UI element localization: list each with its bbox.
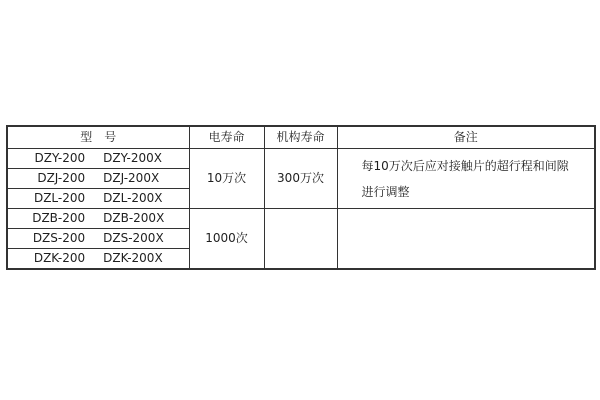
model-name: DZK-200 — [33, 251, 86, 266]
model-pair — [8, 171, 189, 185]
model-pair — [8, 191, 189, 205]
model-name: DZS-200 — [32, 231, 86, 246]
spec-table — [6, 125, 596, 270]
model-name-variant: DZS-200X — [103, 231, 164, 246]
header-row — [7, 126, 595, 149]
model-pair — [8, 251, 189, 265]
remarks-cell-group1 — [337, 149, 595, 209]
model-name-variant: DZL-200X — [103, 191, 163, 206]
model-name-variant: DZK-200X — [103, 251, 163, 266]
model-pair — [8, 151, 189, 165]
remarks-line-2: 进行调整 — [361, 184, 410, 199]
model-name: DZY-200 — [34, 151, 86, 166]
model-name: DZB-200 — [32, 211, 86, 226]
model-name: DZJ-200 — [37, 171, 86, 186]
model-cell — [7, 249, 189, 270]
remarks-line-1: 每10万次后应对接触片的超行程和间隙 — [361, 158, 569, 173]
model-name-variant: DZJ-200X — [103, 171, 160, 186]
model-name-variant: DZB-200X — [103, 211, 165, 226]
model-cell — [7, 209, 189, 229]
model-cell — [7, 149, 189, 169]
mechanical-life-cell-group2 — [264, 209, 337, 270]
model-pair — [8, 231, 189, 245]
model-cell — [7, 229, 189, 249]
header-mechanical-life: 机构寿命 — [264, 126, 337, 149]
remarks-cell-group2 — [337, 209, 595, 270]
header-remarks: 备注 — [337, 126, 595, 149]
header-electrical-life: 电寿命 — [189, 126, 264, 149]
electrical-life-cell-group2: 1000次 — [189, 209, 264, 270]
model-pair — [8, 211, 189, 225]
electrical-life-cell-group1: 10万次 — [189, 149, 264, 209]
model-name: DZL-200 — [33, 191, 86, 206]
model-name-variant: DZY-200X — [103, 151, 162, 166]
model-cell — [7, 189, 189, 209]
header-model: 型 号 — [7, 126, 189, 149]
model-cell — [7, 169, 189, 189]
mechanical-life-cell-group1: 300万次 — [264, 149, 337, 209]
table-row — [7, 209, 595, 229]
table-row — [7, 149, 595, 169]
